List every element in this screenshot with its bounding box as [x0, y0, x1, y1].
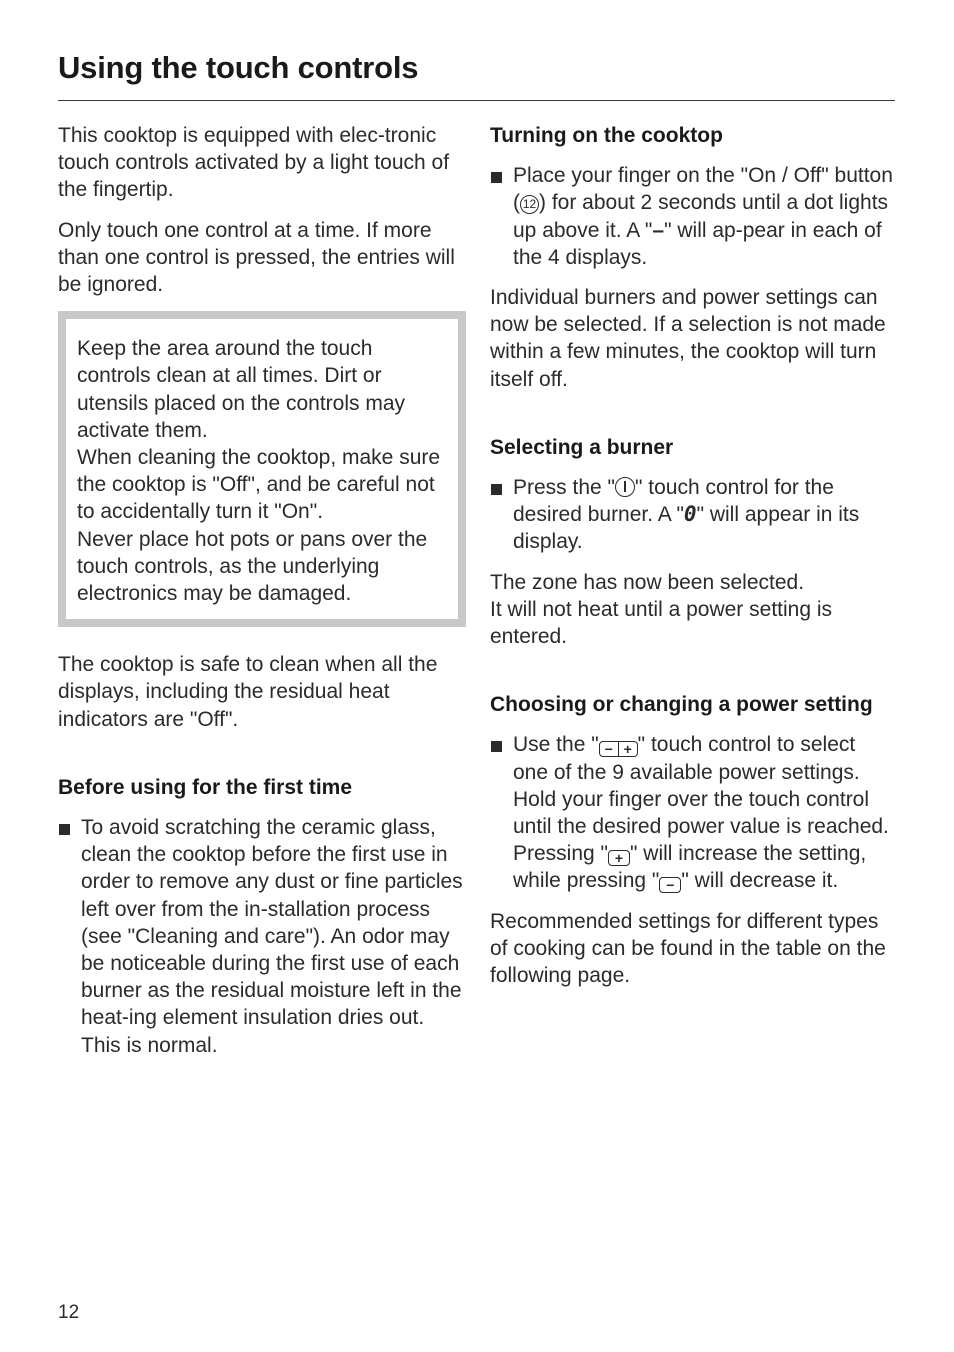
page-number: 12: [58, 1302, 80, 1323]
selecting-bullet: [490, 474, 896, 556]
power-text-c: " will increase the setting, while pressing ": [513, 842, 867, 893]
power-on-off-icon: [615, 477, 635, 497]
power-setting-heading: Choosing or changing a power setting: [490, 693, 873, 717]
power-setting-bullet: [490, 731, 896, 894]
bullet-square-icon: [491, 741, 502, 752]
recommended-settings-paragraph: Recommended settings for different types of cooking can be found in the table on the following page.: [490, 909, 886, 988]
warning-text-1: Keep the area around the touch controls clean at all times. Dirt or utensils placed on the controls may activate them.: [77, 337, 406, 442]
zero-display-symbol: 0: [683, 502, 697, 527]
warning-text-2: When cleaning the cooktop, make sure the cooktop is "Off", and be careful not to accidentally turn it "On".: [77, 446, 441, 524]
bullet-square-icon: [491, 172, 502, 183]
warning-text-3: Never place hot pots or pans over the touch controls, as the underlying electronics may be damaged.: [77, 527, 428, 606]
first-time-bullet-text: To avoid scratching the ceramic glass, clean the cooktop before the first use in order to remove any dust or fine particles left over from the in-stallation process (see "Cleaning and care"). An odor may be noticeable during the first use of each burner as the residual moisture left in the heat-ing element insulation dries out. This is normal.: [81, 816, 463, 1057]
bullet-square-icon: [491, 484, 502, 495]
right-column: [490, 122, 896, 1002]
title-divider: [58, 100, 895, 101]
turning-on-bullet: [490, 162, 896, 271]
intro-paragraph-1: This cooktop is equipped with elec-tronic touch controls activated by a light touch of the fingertip.: [58, 124, 450, 202]
page-title: Using the touch controls: [58, 50, 419, 85]
dash-symbol: –: [652, 218, 665, 242]
turning-on-text-a: Place your finger on the "On / Off" button (: [513, 164, 893, 215]
turning-on-paragraph: Individual burners and power settings can now be selected. If a selection is not made within a few minutes, the cooktop will turn itself off.: [490, 286, 886, 391]
safe-to-clean-paragraph: The cooktop is safe to clean when all the displays, including the residual heat indicators are "Off".: [58, 653, 438, 731]
not-heat-paragraph: It will not heat until a power setting is entered.: [490, 597, 833, 649]
selecting-text-b: " touch control for the desired burner. A ": [513, 476, 834, 527]
turning-on-heading: Turning on the cooktop: [490, 124, 723, 147]
zone-selected-paragraph: The zone has now been selected.: [490, 570, 805, 594]
power-text-d: " will decrease it.: [681, 869, 839, 893]
power-text-b: " touch control to select one of the 9 available power settings. Hold your finger over the touch control until the desired power value is reached. Pressing ": [513, 733, 889, 866]
selecting-text-c: " will appear in its display.: [513, 503, 860, 554]
plus-icon: +: [619, 741, 638, 757]
first-time-bullet: [58, 814, 466, 1059]
minus-icon: −: [659, 877, 681, 893]
minus-icon: −: [599, 741, 619, 757]
bullet-square-icon: [59, 824, 70, 835]
left-column: [58, 122, 466, 1072]
selecting-text-a: Press the ": [513, 476, 615, 500]
turning-on-text-c: " will ap-pear in each of the 4 displays.: [513, 218, 882, 269]
plus-icon: +: [608, 850, 630, 866]
warning-box: [58, 311, 466, 627]
first-time-heading: Before using for the first time: [58, 775, 353, 799]
button-number-icon: 12: [520, 195, 539, 214]
intro-paragraph-2: Only touch one control at a time. If more than one control is pressed, the entries will be ignored.: [58, 218, 455, 297]
selecting-heading: Selecting a burner: [490, 435, 674, 459]
power-text-a: Use the ": [513, 733, 599, 757]
turning-on-text-b: ) for about 2 seconds until a dot lights up above it. A ": [513, 191, 889, 242]
